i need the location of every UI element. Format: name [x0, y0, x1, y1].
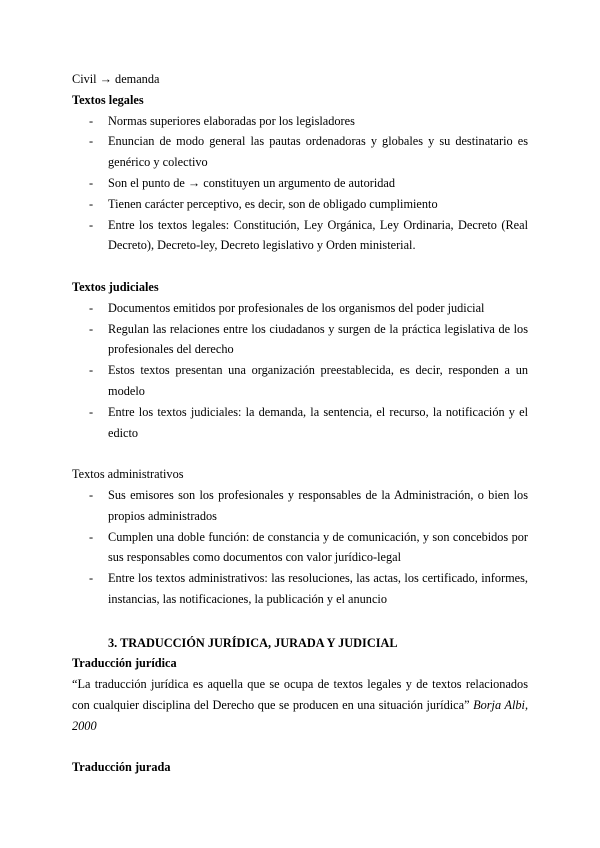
list-item: - Sus emisores son los profesionales y responsables de la Administración, o bien los propios administrados [72, 485, 528, 527]
list-item: - Estos textos presentan una organización preestablecida, es decir, responden a un modelo [72, 360, 528, 402]
spacer [72, 737, 528, 758]
bullet-dash: - [89, 300, 94, 315]
spacer [72, 443, 528, 464]
bullet-dash: - [89, 217, 94, 232]
list-item: - Cumplen una doble función: de constancia y de comunicación, y son concebidos por sus responsables como documentos con valor jurídico-legal [72, 527, 528, 569]
heading-textos-legales: Textos legales [72, 92, 144, 107]
bullet-dash: - [89, 175, 94, 190]
bullet-dash: - [89, 196, 94, 211]
quote-citation: Borja Albi, 2000 [72, 697, 529, 733]
quote-text: “La traducción jurídica es aquella que se ocupa de textos legales y de textos relacionados con cualquier disciplina del Derecho que se producen en una situación jurídica” [72, 677, 528, 712]
list-item: - Normas superiores elaboradas por los legisladores [72, 111, 528, 132]
heading-traduccion-jurada: Traducción jurada [72, 760, 171, 775]
intro-line: Civil → demanda [72, 72, 160, 86]
heading-textos-judiciales: Textos judiciales [72, 279, 159, 294]
bullet-dash: - [89, 404, 94, 419]
bullet-dash: - [89, 571, 94, 586]
heading-textos-administrativos: Textos administrativos [72, 467, 184, 482]
list-textos-administrativos [72, 485, 528, 610]
bullet-dash: - [89, 363, 94, 378]
list-item: - Entre los textos administrativos: las resoluciones, las actas, los certificado, informes, instancias, las notificaciones, la publicación y el anuncio [72, 568, 528, 610]
bullet-dash: - [89, 487, 94, 502]
list-textos-judiciales [72, 298, 528, 444]
list-item: - Son el punto de → constituyen un argumento de autoridad [72, 173, 528, 194]
list-item: - Entre los textos judiciales: la demanda, la sentencia, el recurso, la notificación y el edicto [72, 402, 528, 444]
list-item: - Enuncian de modo general las pautas ordenadoras y globales y su destinatario es genérico y colectivo [72, 131, 528, 173]
heading-traduccion-juridica: Traducción jurídica [72, 656, 177, 671]
list-textos-legales [72, 111, 528, 257]
bullet-dash: - [89, 321, 94, 336]
spacer [72, 610, 528, 631]
list-item: - Entre los textos legales: Constitución, Ley Orgánica, Ley Ordinaria, Decreto (Real Decreto), Decreto-ley, Decreto legislativo y Orden ministerial. [72, 215, 528, 257]
bullet-dash: - [89, 134, 94, 149]
list-item: - Documentos emitidos por profesionales de los organismos del poder judicial [72, 298, 528, 319]
list-item: - Tienen carácter perceptivo, es decir, son de obligado cumplimiento [72, 194, 528, 215]
document-body [72, 69, 528, 778]
definition-quote [72, 674, 528, 736]
bullet-dash: - [89, 113, 94, 128]
list-item: - Regulan las relaciones entre los ciudadanos y surgen de la práctica legislativa de los profesionales del derecho [72, 319, 528, 361]
spacer [72, 256, 528, 277]
bullet-dash: - [89, 529, 94, 544]
section-title: 3. TRADUCCIÓN JURÍDICA, JURADA Y JUDICIAL [108, 635, 398, 650]
